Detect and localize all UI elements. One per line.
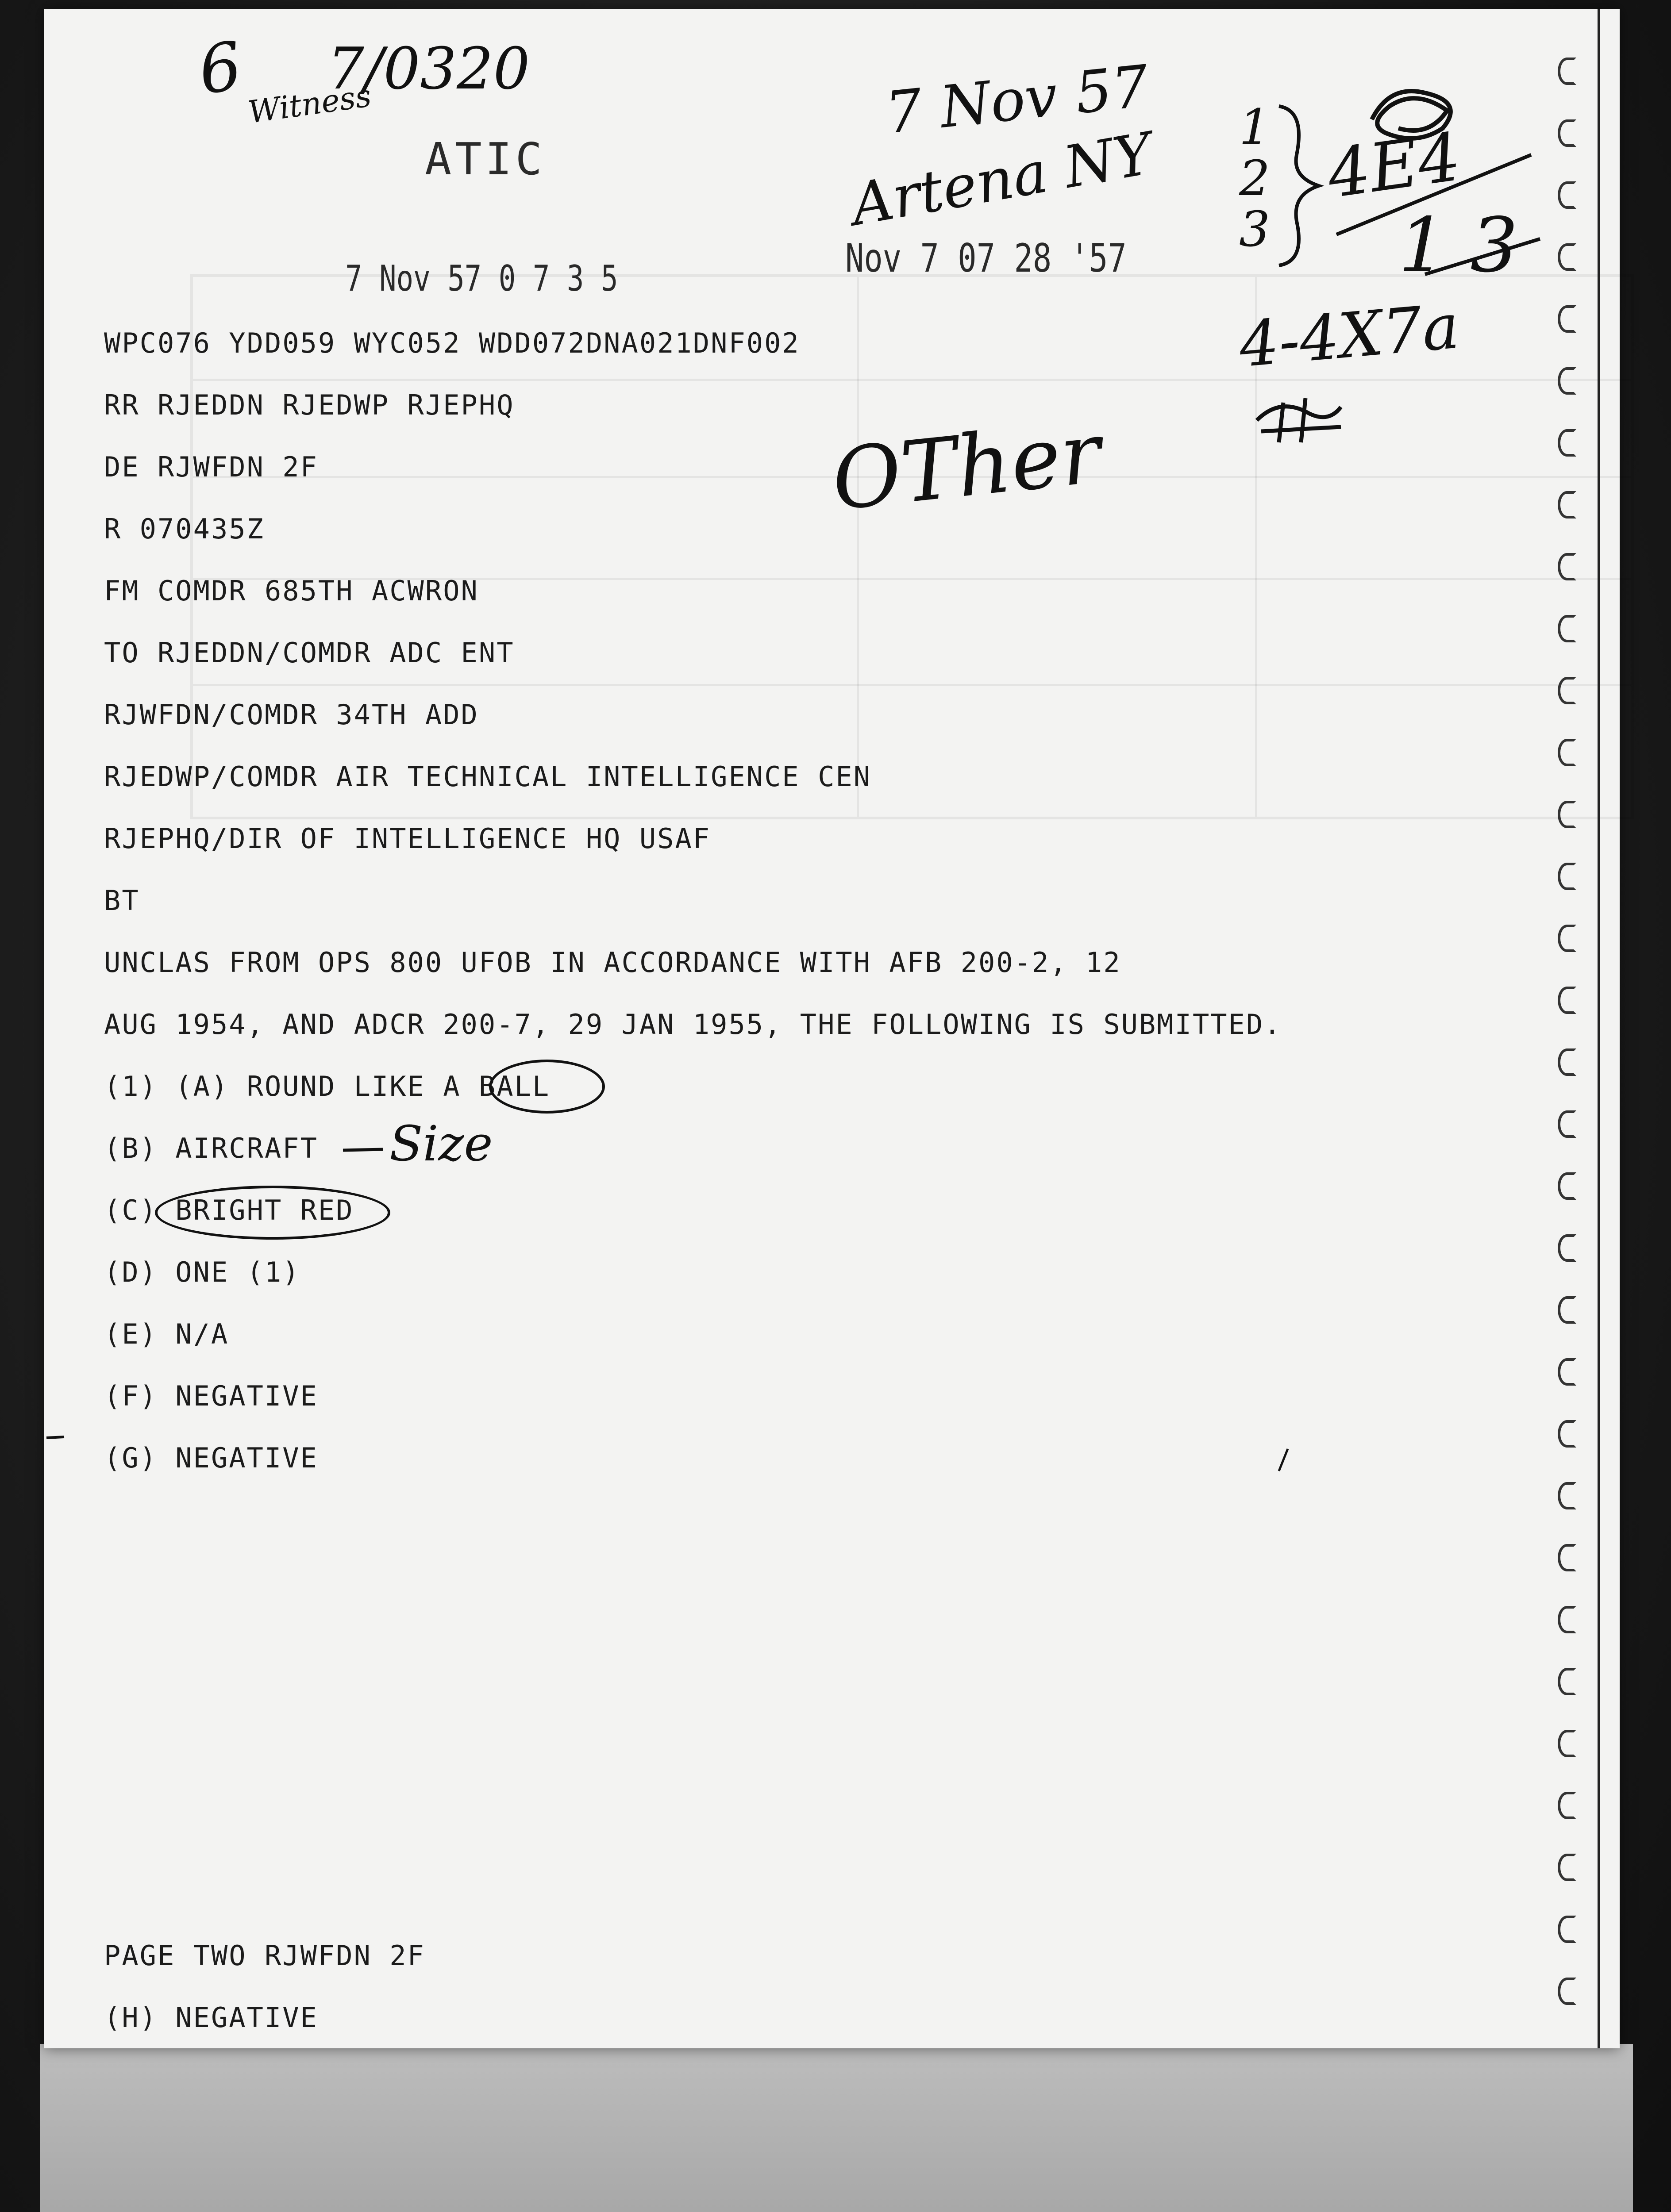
handwritten-witness-note: Witness xyxy=(246,77,373,131)
handwritten-slash-lines xyxy=(1336,146,1544,292)
feed-hole xyxy=(1558,987,1576,1014)
feed-hole xyxy=(1558,491,1576,518)
class-number: 1 xyxy=(1239,99,1270,155)
feed-hole xyxy=(1558,181,1576,209)
item-formation: (E) N/A xyxy=(104,1318,229,1350)
feed-hole xyxy=(1558,677,1576,704)
feed-hole xyxy=(1558,863,1576,890)
message-routing-line: WPC076 YDD059 WYC052 WDD072DNA021DNF002 xyxy=(104,327,800,359)
feed-edge-line xyxy=(1598,9,1600,2048)
handwritten-date: 7 Nov 57 xyxy=(882,52,1152,147)
handwritten-file-prefix: 6 xyxy=(194,27,247,110)
feed-hole xyxy=(1558,801,1576,828)
feed-hole xyxy=(1558,1978,1576,2005)
bright-red-circle-mark xyxy=(155,1186,390,1240)
item-color: (C) BRIGHT RED xyxy=(104,1194,354,1226)
feed-hole xyxy=(1558,1916,1576,1943)
handwritten-place: Artena NY xyxy=(846,119,1158,239)
feed-hole xyxy=(1558,1296,1576,1324)
feed-hole xyxy=(1558,1172,1576,1200)
handwritten-code-4e4: 4E4 xyxy=(1323,118,1466,214)
handwritten-sh-mark xyxy=(1252,389,1350,447)
feed-hole xyxy=(1558,1854,1576,1881)
atic-stamp: ATIC xyxy=(425,133,546,185)
feed-hole xyxy=(1558,615,1576,642)
feed-hole xyxy=(1558,1048,1576,1076)
feed-hole xyxy=(1558,1482,1576,1509)
tractor-feed-strip xyxy=(1549,9,1602,2048)
message-break-line: BT xyxy=(104,884,140,917)
handwritten-class-numbers xyxy=(1235,99,1274,257)
feed-hole xyxy=(1558,1606,1576,1633)
feed-hole xyxy=(1558,1234,1576,1262)
handwritten-other: OTher xyxy=(828,403,1105,530)
message-priority-line: RR RJEDDN RJEDWP RJEPHQ xyxy=(104,389,515,421)
item-size: (B) AIRCRAFT xyxy=(104,1132,318,1164)
pen-stray-mark xyxy=(1274,1447,1292,1473)
message-to-line: TO RJEDDN/COMDR ADC ENT xyxy=(104,637,515,669)
feed-hole xyxy=(1558,1110,1576,1138)
item-tail-trail: (G) NEGATIVE xyxy=(104,1442,318,1474)
backing-board xyxy=(40,2044,1633,2212)
margin-dash-mark xyxy=(44,1433,66,1442)
handwritten-file-number: 7/0320 xyxy=(327,35,530,102)
handwritten-size-note: Size xyxy=(389,1115,493,1172)
item-features: (F) NEGATIVE xyxy=(104,1380,318,1412)
handwritten-code-13: 1 3 xyxy=(1398,202,1518,289)
page-two-header: PAGE TWO RJWFDN 2F xyxy=(104,1939,425,1972)
feed-hole xyxy=(1558,367,1576,395)
feed-hole xyxy=(1558,739,1576,766)
message-body-line: UNCLAS FROM OPS 800 UFOB IN ACCORDANCE WITH AFB 200-2, 12 xyxy=(104,946,1121,979)
feed-hole xyxy=(1558,1730,1576,1757)
message-date-time-group: R 070435Z xyxy=(104,513,265,545)
receipt-time-stamp-right: Nov 7 07 28 '57 xyxy=(845,235,1127,281)
message-from-station: DE RJWFDN 2F xyxy=(104,451,318,483)
feed-hole xyxy=(1558,1668,1576,1695)
feed-hole xyxy=(1558,925,1576,952)
message-to-line: RJEDWP/COMDR AIR TECHNICAL INTELLIGENCE CEN xyxy=(104,760,872,793)
feed-hole xyxy=(1558,553,1576,580)
feed-hole xyxy=(1558,1792,1576,1819)
feed-hole xyxy=(1558,119,1576,147)
class-number: 2 xyxy=(1239,150,1270,207)
handwritten-code-44x7a: 4-4X7a xyxy=(1236,290,1462,382)
feed-hole xyxy=(1558,58,1576,85)
feed-hole xyxy=(1558,1420,1576,1448)
handwritten-brace xyxy=(1274,102,1323,270)
feed-hole xyxy=(1558,1358,1576,1386)
item-sound: (H) NEGATIVE xyxy=(104,2001,318,2034)
item-shape: (1) (A) ROUND LIKE A BALL xyxy=(104,1070,551,1102)
feed-hole xyxy=(1558,305,1576,333)
feed-hole xyxy=(1558,1544,1576,1571)
message-body-line: AUG 1954, AND ADCR 200-7, 29 JAN 1955, THE FOLLOWING IS SUBMITTED. xyxy=(104,1008,1282,1041)
receipt-time-stamp-left: 7 Nov 57 0 7 3 5 xyxy=(345,258,618,299)
class-number: 3 xyxy=(1239,201,1270,257)
item-number: (D) ONE (1) xyxy=(104,1256,300,1288)
message-from-line: FM COMDR 685TH ACWRON xyxy=(104,575,479,607)
ball-circle-mark xyxy=(489,1060,605,1114)
feed-hole xyxy=(1558,429,1576,457)
scribbled-mark xyxy=(1363,80,1469,150)
feed-hole xyxy=(1558,243,1576,271)
size-dash-mark xyxy=(341,1146,385,1155)
message-to-line: RJEPHQ/DIR OF INTELLIGENCE HQ USAF xyxy=(104,822,711,855)
message-to-line: RJWFDN/COMDR 34TH ADD xyxy=(104,699,479,731)
